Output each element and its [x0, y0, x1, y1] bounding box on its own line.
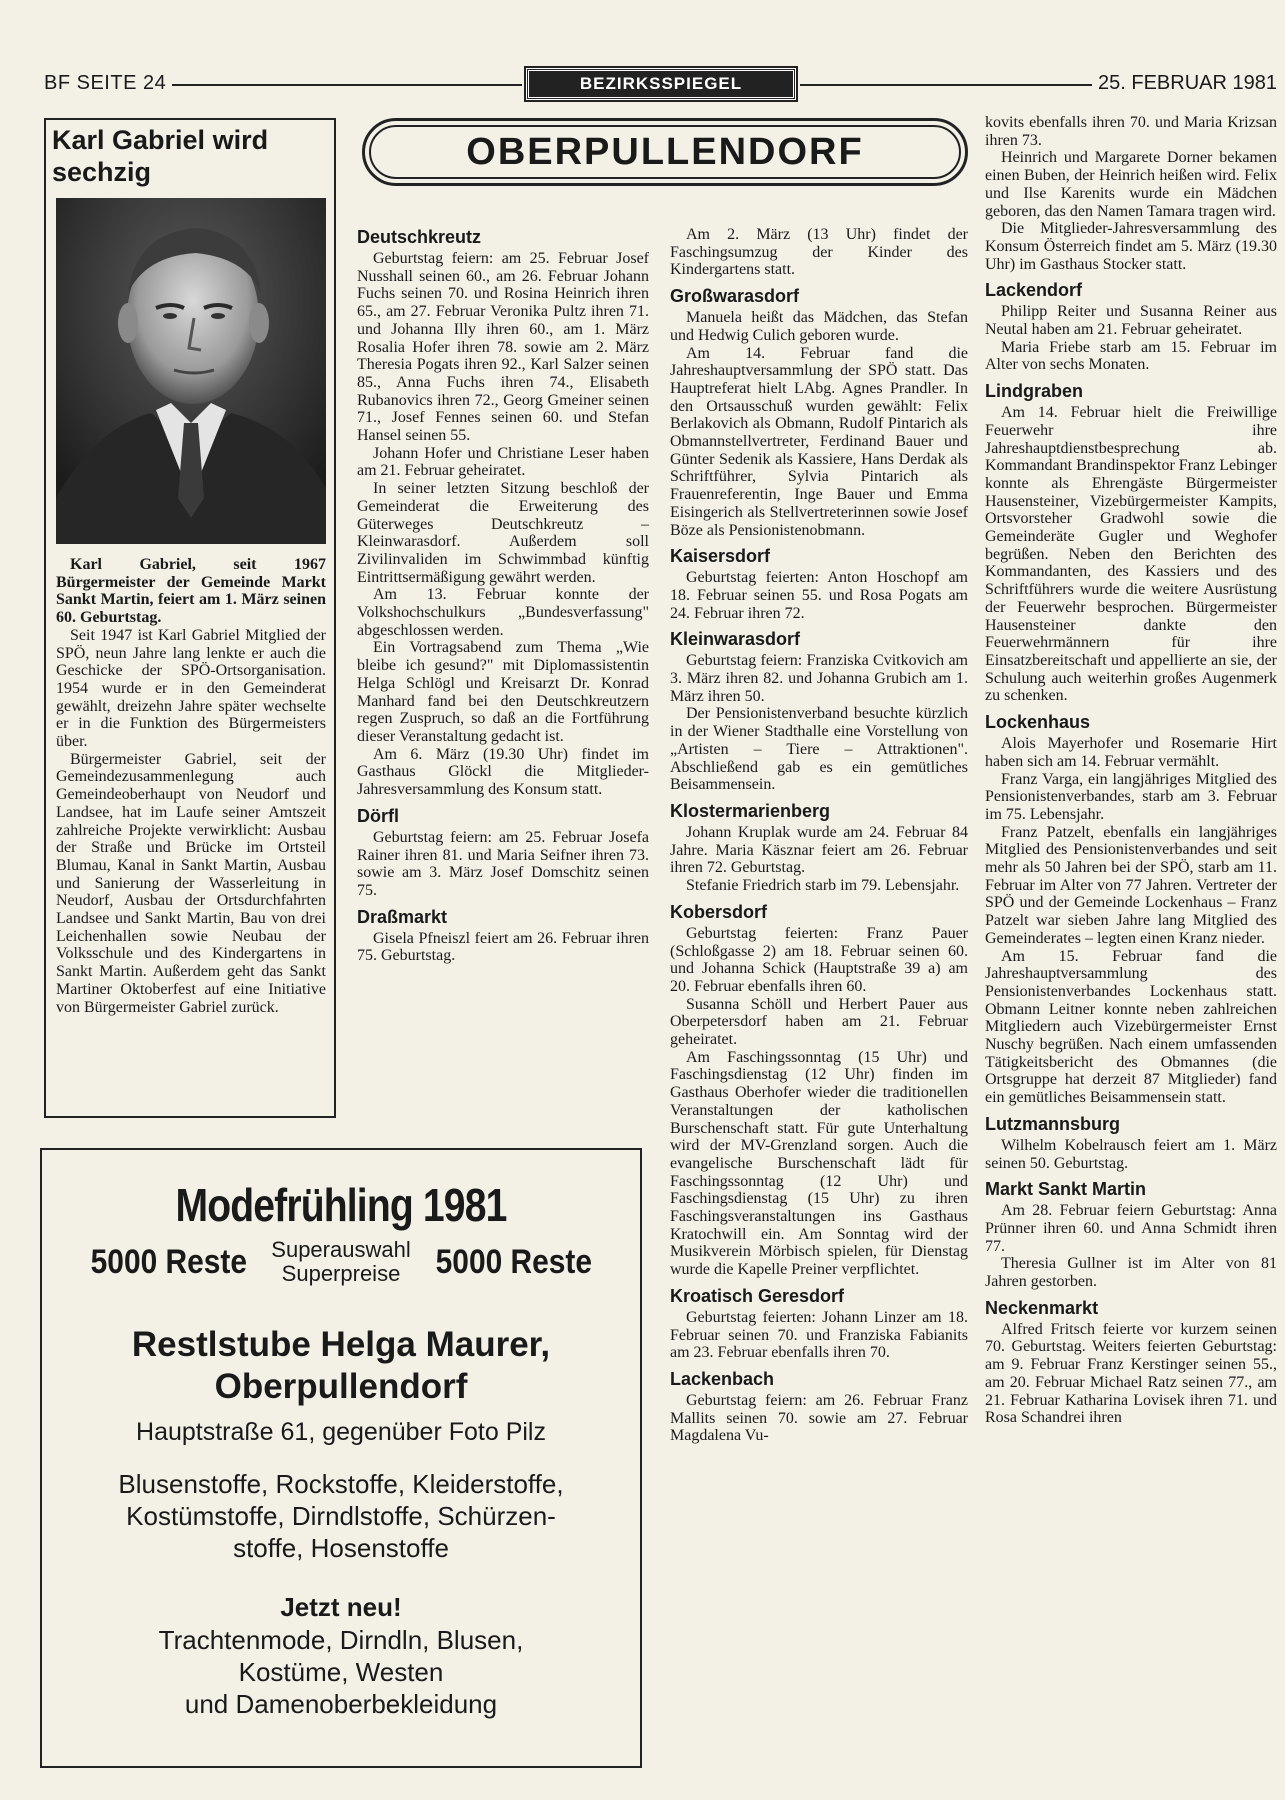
banner-title: OBERPULLENDORF [466, 130, 864, 173]
news-paragraph: Geburtstag feiern: am 25. Februar Josef Nusshall seinen 60., am 26. Februar Johann Fuchs seinen 70. und Rosina Heinrich ihren 65., am 27. Februar Veronika Pultz ihren 71. und Johanna Illy ihren 60., am 1. März Rosalia Hofer ihren 78. sowie am 2. März Theresia Pogats ihren 92., Karl Salzer seinen 85., Anna Fuchs ihren 74., Elisabeth Rubanovics ihren 72., Georg Gmeiner seinen 71., Josef Fennes seinen 60. und Stefan Hansel seinen 55. [357, 250, 649, 445]
news-paragraph: Franz Varga, ein langjähriges Mitglied des Pensionistenverbandes, starb am 3. Februar im 75. Lebensjahr. [985, 770, 1277, 823]
news-paragraph: Wilhelm Kobelrausch feiert am 1. März seinen 50. Geburtstag. [985, 1136, 1277, 1172]
ad-fabrics-line-3: stoffe, Hosenstoffe [233, 1533, 449, 1563]
news-paragraph: Am 6. März (19.30 Uhr) findet im Gasthaus Glöckl die Mitglieder-Jahresversammlung des Konsum statt. [357, 745, 649, 799]
news-paragraph: Geburtstag feierten: Franz Pauer (Schloßgasse 2) am 18. Februar seinen 60. und Johanna Schick (Hauptstraße 39 a) am 20. Februar ebenfalls ihren 60. [670, 924, 968, 995]
header-rule-left [172, 84, 522, 86]
news-paragraph: Stefanie Friedrich starb im 79. Lebensjahr. [686, 877, 960, 895]
heading-klostermarienberg: Klostermarienberg [670, 800, 831, 821]
ad-new-heading: Jetzt neu! [280, 1592, 402, 1622]
advertisement [40, 1148, 642, 1768]
ad-fabrics-line-2: Kostümstoffe, Dirndlstoffe, Schürzen- [126, 1501, 556, 1531]
heading-lackenbach: Lackenbach [670, 1368, 775, 1389]
ad-super [271, 1238, 410, 1286]
section-badge-label: BEZIRKSSPIEGEL [579, 74, 743, 93]
news-paragraph: Am 28. Februar feiern Geburtstag: Anna Prünner ihren 60. und Anna Schmidt ihren 77. [985, 1202, 1277, 1255]
issue-date: 25. FEBRUAR 1981 [1098, 72, 1277, 94]
heading-kleinwarasdorf: Kleinwarasdorf [670, 629, 801, 650]
news-paragraph: Geburtstag feiern: am 26. Februar Franz Mallits seinen 70. sowie am 27. Februar Magdalena Vu- [670, 1391, 968, 1445]
page-number: BF SEITE 24 [44, 72, 167, 94]
news-paragraph: Die Mitglieder-Jahresversammlung des Konsum Österreich findet am 5. März (19.30 Uhr) im Gasthaus Stocker statt. [985, 220, 1277, 273]
photo-caption: Karl Gabriel, seit 1967 Bürgermeister der Gemeinde Markt Sankt Martin, feiert am 1. März seinen 60. Geburtstag. [56, 556, 326, 627]
news-paragraph: Am 14. Februar hielt die Freiwillige Feuerwehr ihre Jahreshauptdienstbesprechung ab. Kommandant Brandinspektor Franz Lebinger konnte als Ehrengäste Bürgermeister Hausensteiner, Vizebürgermeister Kampits, Ortsvorsteher Gradwohl sowie die Gemeinderäte Gugler und Weghofer begrüßen. Neben den Berichten des Kommandanten, des Kassiers und des Schriftführers wurde die weitere Ausrüstung der Feuerwehr besprochen. Bürgermeister Hausensteiner dankte den Feuerwehrmännern für ihre Einsatzbereitschaft und appellierte an sie, der Schulung auch weiterhin großes Augenmerk zu schenken. [985, 404, 1277, 705]
news-paragraph: Franz Patzelt, ebenfalls ein langjähriges Mitglied des Pensionistenverbandes und seit mehr als 50 Jahren bei der SPÖ, starb am 11. Februar im Alter von 77 Jahren. Vertreter der SPÖ und der Gemeinde Lockenhaus – Franz Patzelt war sieben Jahre lang Mitglied des Gemeinderates – legten einen Kranz nieder. [985, 823, 1277, 947]
heading-lindgraben: Lindgraben [985, 381, 1083, 402]
ad-reste-row [42, 1238, 640, 1286]
news-paragraph: Geburtstag feiern: Franziska Cvitkovich am 3. März ihren 82. und Johanna Grubich am 1. März ihren 50. [670, 652, 968, 705]
news-paragraph: Am Faschingssonntag (15 Uhr) und Faschingsdienstag (12 Uhr) finden im Gasthaus Oberhofer wieder die traditionellen Veranstaltungen der katholischen Burschenschaft statt. Für gute Unterhaltung wird der MV-Grenzland sorgen. Auch die evangelische Burschenschaft lädt für Faschingssonntag (12 Uhr) und Faschingsdienstag (15 Uhr) zu ihren Faschingsveranstaltungen ins Gasthaus Kratochwill ein. Am Sonntag wird der Musikverein Mörbisch spielen, für Dienstag wurde die Kapelle Preiner verpflichtet. [670, 1048, 968, 1279]
ad-new-line-3: und Damenoberbekleidung [184, 1689, 498, 1719]
news-paragraph: Ein Vortragsabend zum Thema „Wie bleibe ich gesund?" mit Diplomassistentin Helga Schlögl und Kreisarzt Dr. Konrad Manhard fand bei den Deutschkreutzern regen Zuspruch, so daß an die Fortführung dieser Veranstaltung gedacht ist. [357, 639, 649, 745]
news-paragraph: Manuela heißt das Mädchen, das Stefan und Hedwig Culich geboren wurde. [670, 309, 968, 344]
news-column-3 [985, 114, 1277, 1800]
header-rule-right [800, 84, 1092, 86]
ad-title: Modefrühling 1981 [175, 1179, 507, 1231]
ad-super-1: Superauswahl [271, 1237, 411, 1262]
ad-reste-right: 5000 Reste [435, 1242, 592, 1281]
news-paragraph: Maria Friebe starb am 15. Februar im Alter von sechs Monaten. [985, 338, 1277, 374]
heading-markt-sankt-martin: Markt Sankt Martin [985, 1179, 1147, 1200]
ad-shop-line-1: Restlstube Helga Maurer, [131, 1325, 551, 1364]
heading-lutzmannsburg: Lutzmannsburg [985, 1113, 1120, 1134]
news-paragraph: Am 2. März (13 Uhr) findet der Faschingsumzug der Kinder des Kindergartens statt. [670, 226, 968, 279]
news-paragraph: Heinrich und Margarete Dorner bekamen einen Buben, der Heinrich heißen wird. Felix und Ilse Karenits wurde ein Mädchen geboren, das den Namen Tamara tragen wird. [985, 149, 1277, 220]
news-paragraph: Am 13. Februar konnte der Volkshochschulkurs „Bundesverfassung" abgeschlossen werden. [357, 586, 649, 639]
ad-reste-left: 5000 Reste [90, 1242, 247, 1281]
news-paragraph: Alfred Fritsch feierte vor kurzem seinen 70. Geburtstag. Weiters feierten Geburtstag: am 9. Februar Franz Kerstinger seinen 55., am 20. Februar Michael Ratz seinen 77., am 21. Februar Katharina Lovisek ihren 71. und Rosa Schandrei ihren [985, 1320, 1277, 1427]
heading-drassmarkt: Draßmarkt [357, 906, 448, 927]
news-paragraph: Am 14. Februar fand die Jahreshauptversammlung der SPÖ statt. Das Hauptreferat hielt LAbg. Agnes Prandler. In den Ortsausschuß wurden gewählt: Felix Berlakovich als Obmann, Rudolf Pintarich als Obmannstellvertreter, Ferdinand Bauer und Günter Sedenik als Kassiere, Hans Derdak als Schriftführer, Sylvia Pintarich als Frauenreferentin, Inge Bauer und Emma Eisingerich als Stellvertreterinnen sowie Josef Böze als Pensionistenobmann. [670, 344, 968, 539]
ad-new-items [42, 1624, 640, 1720]
heading-kobersdorf: Kobersdorf [670, 901, 768, 922]
heading-deutschkreutz: Deutschkreutz [357, 227, 482, 247]
news-paragraph: Geburtstag feiern: am 25. Februar Josefa Rainer ihren 81. und Maria Seifner ihren 73. sowie am 3. März Josef Domschitz seinen 75. [357, 828, 649, 899]
karl-gabriel-title: Karl Gabriel wird sechzig [52, 125, 269, 187]
news-paragraph: Am 15. Februar fand die Jahreshauptversammlung des Pensionistenverbandes Lockenhaus statt. Obmann Leitner konnte neben zahlreichen Mitgliedern auch Vizebürgermeister Ernst Nuschy begrüßen. Nach einem umfassenden Tätigkeitsbericht des Obmannes (die Ortsgruppe hat derzeit 87 Mitglieder) fand ein gemütliches Beisammensein statt. [985, 947, 1277, 1107]
news-paragraph: In seiner letzten Sitzung beschloß der Gemeinderat die Erweiterung des Güterweges Deutschkreutz – Kleinwarasdorf. Außerdem soll Zivilinvaliden im Schwimmbad künftig Eintrittsermäßigung gewährt werden. [357, 480, 649, 586]
portrait-image [56, 198, 326, 544]
news-paragraph: Geburtstag feierten: Johann Linzer am 18. Februar seinen 70. und Franziska Fabianits am 23. Februar ebenfalls ihren 70. [670, 1308, 968, 1362]
ad-fabrics-line-1: Blusenstoffe, Rockstoffe, Kleiderstoffe, [118, 1469, 564, 1499]
heading-lockenhaus: Lockenhaus [985, 712, 1091, 733]
heading-grosswarasdorf: Großwarasdorf [670, 286, 800, 307]
heading-neckenmarkt: Neckenmarkt [985, 1297, 1099, 1318]
news-paragraph: Philipp Reiter und Susanna Reiner aus Neutal haben am 21. Februar geheiratet. [985, 303, 1277, 339]
heading-lackendorf: Lackendorf [985, 280, 1083, 301]
heading-kroatisch-geresdorf: Kroatisch Geresdorf [670, 1285, 845, 1306]
news-paragraph: Geburtstag feierten: Anton Hoschopf am 18. Februar seinen 55. und Rosa Pogats am 24. Februar ihren 72. [670, 569, 968, 622]
news-paragraph: Johann Hofer und Christiane Leser haben am 21. Februar geheiratet. [357, 444, 649, 480]
section-badge [526, 68, 796, 100]
news-paragraph: kovits ebenfalls ihren 70. und Maria Krizsan ihren 73. [985, 114, 1277, 149]
section-banner [362, 118, 968, 186]
article-paragraph: Bürgermeister Gabriel, seit der Gemeindezusammenlegung auch Gemeindeoberhaupt von Neudorf und Landsee, hat im Laufe seiner Amtszeit zahlreiche Projekte verwirklicht: Ausbau der Straße und Brücke im Ortsteil Blumau, Kanal in Sankt Martin, Ausbau und Sanierung der Wasserleitung in Neudorf, Ausbau der Ortsdurchfahrten Landsee und Sankt Martin, Bau von drei Leichenhallen sowie Neubau der Volksschule und des Kindergartens in Sankt Martin. Außerdem geht das Sankt Martiner Oktoberfest auf eine Initiative von Bürgermeister Gabriel zurück. [56, 750, 326, 1016]
news-paragraph: Alois Mayerhofer und Rosemarie Hirt haben sich am 14. Februar vermählt. [985, 735, 1277, 770]
news-paragraph: Susanna Schöll und Herbert Pauer aus Oberpetersdorf haben am 21. Februar geheiratet. [670, 995, 968, 1049]
news-paragraph: Johann Kruplak wurde am 24. Februar 84 Jahre. Maria Käsznar feiert am 26. Februar ihren 72. Geburtstag. [670, 823, 968, 877]
heading-kaisersdorf: Kaisersdorf [670, 546, 771, 567]
news-paragraph: Der Pensionistenverband besuchte kürzlich in der Wiener Stadthalle eine Vorstellung von „Artisten – Tiere – Attraktionen". Abschließend gab es ein gemütliches Beisammensein. [670, 705, 968, 794]
heading-doerfl: Dörfl [357, 805, 399, 826]
ad-address: Hauptstraße 61, gegenüber Foto Pilz [136, 1418, 546, 1446]
portrait-photo [56, 198, 326, 544]
news-paragraph: Theresia Gullner ist im Alter von 81 Jahren gestorben. [985, 1255, 1277, 1291]
article-paragraph: Seit 1947 ist Karl Gabriel Mitglied der SPÖ, neun Jahre lang lenkte er auch die Geschicke der SPÖ-Ortsorganisation. 1954 wurde er in den Gemeinderat gewählt, dreizehn Jahre später wechselte er in die Funktion des Bürgermeisters über. [56, 626, 326, 751]
ad-super-2: Superpreise [281, 1261, 401, 1286]
news-paragraph: Gisela Pfneiszl feiert am 26. Februar ihren 75. Geburtstag. [357, 929, 649, 965]
ad-fabrics [42, 1468, 640, 1564]
ad-shop-line-2: Oberpullendorf [214, 1367, 468, 1406]
ad-shop-name [42, 1324, 640, 1408]
karl-gabriel-article [56, 556, 326, 1016]
ad-new-line-1: Trachtenmode, Dirndln, Blusen, [158, 1625, 524, 1655]
news-column-1 [357, 226, 649, 965]
news-column-2 [670, 226, 968, 1445]
ad-new-line-2: Kostüme, Westen [238, 1657, 444, 1687]
